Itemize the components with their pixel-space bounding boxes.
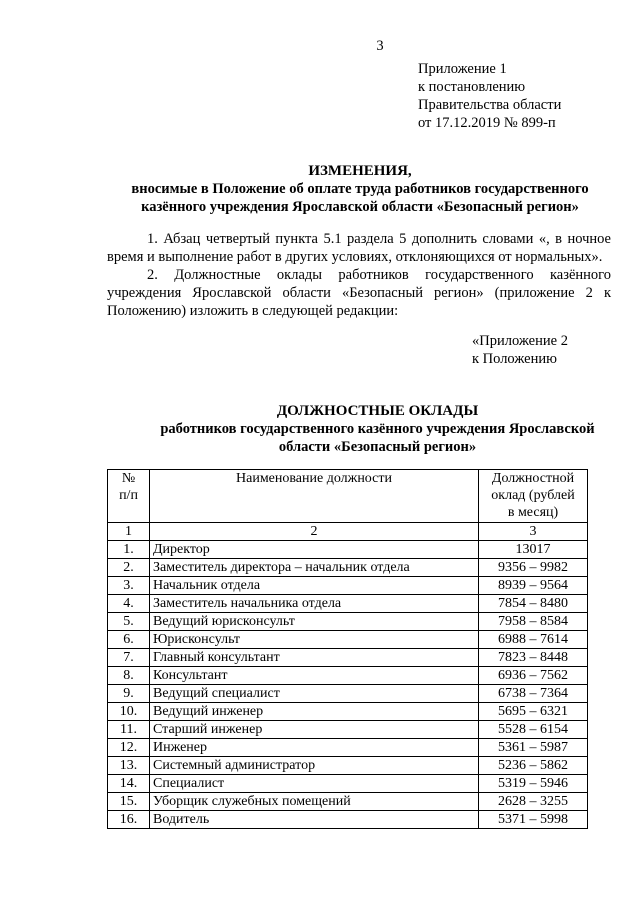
header-position-name [150,470,479,523]
appendix-line: Правительства области [418,97,562,113]
row-salary: 5695 – 6321 [479,703,588,721]
row-position-name: Юрисконсульт [150,631,479,649]
row-position-name: Консультант [150,667,479,685]
row-salary: 6738 – 7364 [479,685,588,703]
row-salary: 5319 – 5946 [479,775,588,793]
salary-table-body [108,541,588,829]
paragraph-2: 2. Должностные оклады работников государственного казённого учреждения Ярославской области «Безопасный регион» (приложение 2 к Положению) изложить в следующей редакции: [107,267,611,319]
row-salary: 6936 – 7562 [479,667,588,685]
row-position-name: Директор [150,541,479,559]
row-position-name: Ведущий юрисконсульт [150,613,479,631]
header-number-line: п/п [119,488,138,503]
row-number: 2. [108,559,150,577]
table-row [108,613,588,631]
row-position-name: Ведущий инженер [150,703,479,721]
row-salary: 6988 – 7614 [479,631,588,649]
row-number: 3. [108,577,150,595]
appendix2-line: к Положению [472,351,557,367]
row-number: 5. [108,613,150,631]
table-row [108,559,588,577]
table-row [108,649,588,667]
row-number: 15. [108,793,150,811]
salaries-subtitle-line: области «Безопасный регион» [278,439,477,455]
row-salary: 8939 – 9564 [479,577,588,595]
appendix-line: Приложение 1 [418,61,507,77]
changes-subtitle-line: казённого учреждения Ярославской области «Безопасный регион» [141,199,579,215]
row-number: 16. [108,811,150,829]
table-row [108,739,588,757]
column-number: 2 [150,523,479,541]
column-number: 3 [479,523,588,541]
table-row [108,703,588,721]
changes-title-block [60,162,640,216]
appendix-header [418,60,561,132]
row-salary: 7854 – 8480 [479,595,588,613]
header-number-line: № [121,471,136,486]
table-row [108,793,588,811]
table-header-row [108,470,588,523]
row-salary: 7958 – 8584 [479,613,588,631]
header-salary [479,470,588,523]
header-number [108,470,150,523]
row-number: 7. [108,649,150,667]
row-salary: 5361 – 5987 [479,739,588,757]
table-row [108,541,588,559]
row-number: 9. [108,685,150,703]
changes-title: ИЗМЕНЕНИЯ, [308,163,412,179]
salary-table [107,469,588,829]
row-position-name: Инженер [150,739,479,757]
row-position-name: Уборщик служебных помещений [150,793,479,811]
row-position-name: Специалист [150,775,479,793]
body-paragraphs [107,230,611,320]
row-number: 12. [108,739,150,757]
row-number: 1. [108,541,150,559]
salaries-title: ДОЛЖНОСТНЫЕ ОКЛАДЫ [276,403,479,419]
appendix2-header [472,332,568,368]
row-number: 8. [108,667,150,685]
appendix2-line: «Приложение 2 [472,333,568,349]
paragraph-1: 1. Абзац четвертый пункта 5.1 раздела 5 дополнить словами «, в ночное время и выполнение работ в других условиях, отклоняющихся от нормальных». [107,231,611,265]
salaries-title-block [140,402,615,456]
row-salary: 5528 – 6154 [479,721,588,739]
table-row [108,775,588,793]
row-salary: 2628 – 3255 [479,793,588,811]
row-position-name: Заместитель директора – начальник отдела [150,559,479,577]
appendix-line: к постановлению [418,79,526,95]
row-position-name: Заместитель начальника отдела [150,595,479,613]
row-position-name: Ведущий специалист [150,685,479,703]
row-salary: 13017 [479,541,588,559]
header-salary-line: оклад (рублей [491,488,575,503]
row-number: 13. [108,757,150,775]
row-number: 14. [108,775,150,793]
page-number: 3 [376,38,384,54]
salaries-subtitle-line: работников государственного казённого учреждения Ярославской [160,421,595,437]
header-name-text: Наименование должности [236,471,392,486]
column-number: 1 [108,523,150,541]
row-salary: 7823 – 8448 [479,649,588,667]
header-salary-line: в месяц) [507,505,559,520]
table-row [108,595,588,613]
row-position-name: Водитель [150,811,479,829]
row-number: 6. [108,631,150,649]
table-row [108,757,588,775]
row-position-name: Системный администратор [150,757,479,775]
table-row [108,667,588,685]
row-salary: 5236 – 5862 [479,757,588,775]
row-number: 10. [108,703,150,721]
row-salary: 9356 – 9982 [479,559,588,577]
row-number: 11. [108,721,150,739]
table-row [108,811,588,829]
appendix-line: от 17.12.2019 № 899-п [418,115,556,131]
row-position-name: Начальник отдела [150,577,479,595]
row-salary: 5371 – 5998 [479,811,588,829]
row-position-name: Главный консультант [150,649,479,667]
changes-subtitle-line: вносимые в Положение об оплате труда работников государственного [131,181,589,197]
table-row [108,685,588,703]
row-number: 4. [108,595,150,613]
table-row [108,631,588,649]
header-salary-line: Должностной [491,471,575,486]
row-position-name: Старший инженер [150,721,479,739]
column-number-row [108,523,588,541]
table-row [108,577,588,595]
table-row [108,721,588,739]
